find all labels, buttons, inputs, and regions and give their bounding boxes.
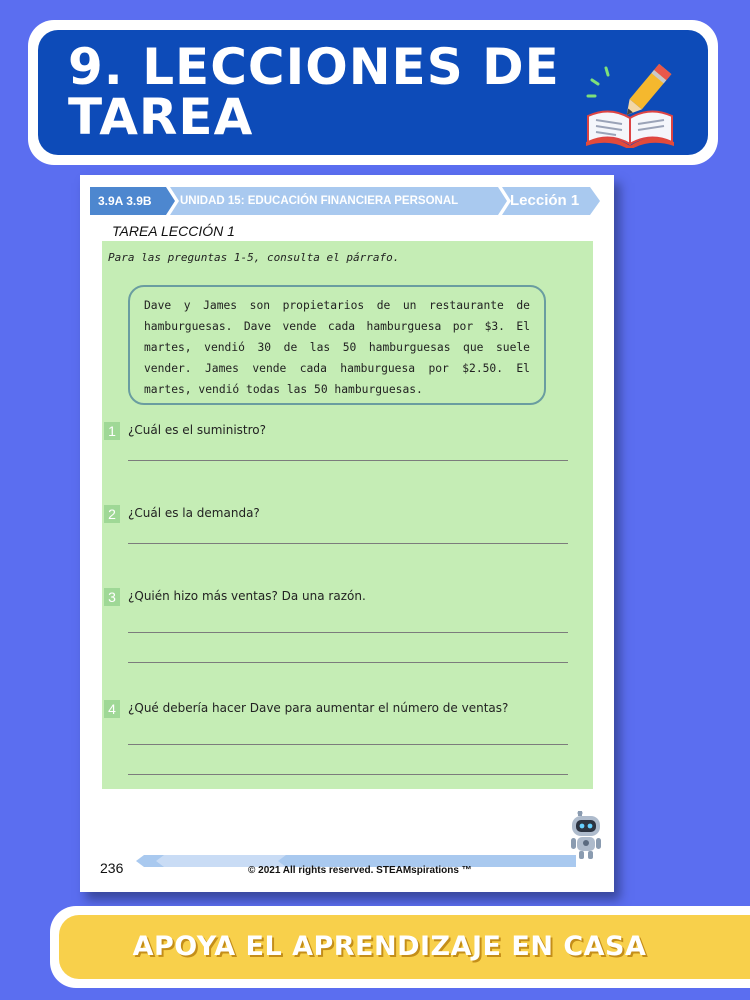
title-banner-inner (38, 30, 708, 155)
copyright-text: © 2021 All rights reserved. STEAMspirations ™ (248, 865, 472, 876)
answer-line[interactable] (128, 774, 568, 775)
question-text: ¿Cuál es la demanda? (128, 506, 260, 520)
question-text: ¿Quién hizo más ventas? Da una razón. (128, 589, 366, 603)
page-number: 236 (100, 860, 124, 876)
lesson-label: Lección 1 (510, 192, 580, 209)
question-number: 3 (104, 588, 120, 606)
answer-line[interactable] (128, 460, 568, 461)
support-banner-text: APOYA EL APRENDIZAJE EN CASA (132, 931, 647, 962)
worksheet-page (80, 175, 614, 892)
task-title: TAREA LECCIÓN 1 (112, 223, 235, 239)
instruction-text: Para las preguntas 1-5, consulta el párrafo. (108, 251, 400, 264)
answer-line[interactable] (128, 744, 568, 745)
unit-ribbon (90, 187, 600, 215)
support-banner-inner (59, 915, 750, 979)
question-text: ¿Cuál es el suministro? (128, 423, 266, 437)
question-text: ¿Qué debería hacer Dave para aumentar el número de ventas? (128, 701, 509, 715)
worksheet-body (102, 241, 593, 789)
answer-line[interactable] (128, 662, 568, 663)
answer-line[interactable] (128, 543, 568, 544)
page-title: 9. LECCIONES DE TAREA (68, 38, 560, 146)
question-number: 4 (104, 700, 120, 718)
reading-paragraph: Dave y James son propietarios de un restaurante de hamburguesas. Dave vende cada hamburguesa por $3. El martes, vendió 30 de las 50 hamburguesas que suele vender. James vende cada hamburguesa por $2.50. El martes, vendió todas las 50 hamburguesas. (128, 285, 546, 405)
title-banner (28, 20, 718, 165)
unit-label: UNIDAD 15: EDUCACIÓN FINANCIERA PERSONAL (180, 195, 459, 207)
standards-label: 3.9A 3.9B (98, 194, 152, 208)
footer-arrow-bar (136, 852, 576, 864)
support-banner (50, 906, 750, 988)
answer-line[interactable] (128, 632, 568, 633)
book-pencil-icon (580, 58, 680, 148)
question-number: 2 (104, 505, 120, 523)
question-number: 1 (104, 422, 120, 440)
